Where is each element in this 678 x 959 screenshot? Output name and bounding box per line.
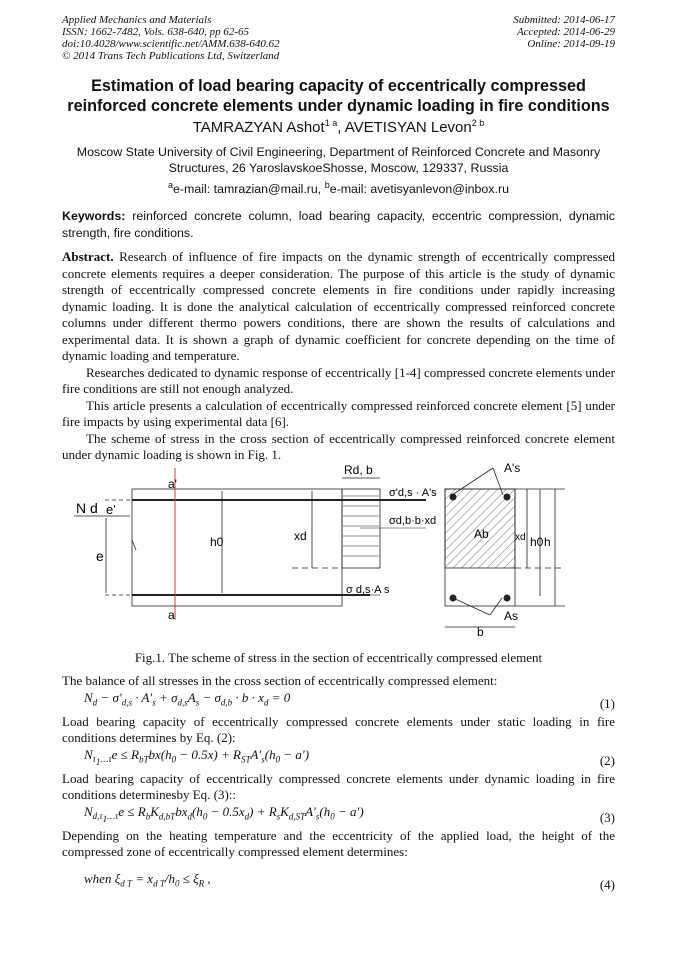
title-line: reinforced concrete elements under dynamic loading in fire conditions xyxy=(67,97,610,115)
doi: doi:10.4028/www.scientific.net/AMM.638-640.62 xyxy=(62,38,280,50)
equation-body: $N_d - \sigma'_{d,s} \cdot A'_s + \sigma_{d,s}A_s - \sigma_{d,b} \cdot b \cdot x_d = 0$ xyxy=(84,689,291,708)
equation-number: (2) xyxy=(599,752,615,768)
equation-4 xyxy=(62,870,615,892)
figure-caption: Fig.1. The scheme of stress in the section of eccentrically compressed element xyxy=(134,650,543,665)
accepted-date: Accepted: 2014-06-29 xyxy=(516,26,615,38)
equation-number: (3) xyxy=(599,809,615,825)
affiliation-line: Moscow State University of Civil Engineering, Department of Reinforced Concrete and Masonry xyxy=(76,145,601,159)
author: TAMRAZYAN Ashot xyxy=(192,119,325,136)
fig-label-rdb: Rd, b xyxy=(344,463,373,477)
issn: ISSN: 1662-7482, Vols. 638-640, pp 62-65 xyxy=(62,26,249,38)
paragraph: Load bearing capacity of eccentrically compressed concrete elements under dynamic loading in fire conditions determinesby Eq. (3):: xyxy=(62,770,615,802)
submitted-date: Submitted: 2014-06-17 xyxy=(513,14,615,26)
paragraph: The scheme of stress in the cross section of eccentrically compressed reinforced concrete element under dynamic loading is shown in Fig. 1. xyxy=(62,430,615,462)
equation-body: $N_{d,\tau_1\dots\tau}e \le R_bK_{d,bT}bx_d(h_0 - 0.5x_d) + R_sK_{d,ST}A'_s(h_0 - a')$ xyxy=(84,803,364,824)
title-line: Estimation of load bearing capacity of eccentrically compressed xyxy=(91,77,586,95)
fig-label-h02: h0 xyxy=(530,535,544,549)
keywords-label: Keywords: xyxy=(62,209,126,223)
fig-label-e-prime: e' xyxy=(106,502,116,517)
abstract-text: Research of influence of fire impacts on the dynamic strength of eccentrically compressed concrete elements requires a deeper consideration. The purpose of this article is the study of dynamic strength of eccentrically compressed concrete elements in fire conditions under rapidly increasing dynamic loading. It is done the analytical calculation of eccentrically compressed reinforced concrete columns under different thermo powers conditions, there are shown the results of calculations and experimental data. It is shown a graph of dynamic coefficient for concrete depending on the time of dynamic loading and temperature. xyxy=(62,249,615,363)
equation-2 xyxy=(62,746,615,768)
abstract-label: Abstract. xyxy=(62,249,114,264)
email[interactable]: e-mail: tamrazian@mail.ru, xyxy=(173,182,325,197)
emails xyxy=(62,180,615,196)
affiliation-line: Structures, 26 YaroslavskoeShosse, Moscow, 129337, Russia xyxy=(168,161,509,175)
email-sup: b xyxy=(324,180,330,190)
paragraph: Load bearing capacity of eccentrically compressed concrete elements under static loading in fire conditions determines by Eq. (2): xyxy=(62,713,615,745)
fig-label-as-bot: As xyxy=(504,609,519,623)
paper-title xyxy=(62,76,615,116)
fig-label-h0: h0 xyxy=(210,535,224,549)
author: AVETISYAN Levon xyxy=(344,119,472,136)
fig-label-sigma-s-bot: σ d,s·A s xyxy=(346,584,390,596)
author-sup: 1 a xyxy=(324,118,338,128)
fig-label-a: a xyxy=(168,608,175,622)
equation-1 xyxy=(62,689,615,711)
equation-number: (4) xyxy=(599,876,615,892)
fig-label-xd: xd xyxy=(294,529,307,543)
fig-label-xd2: xd xyxy=(515,532,526,543)
abstract-section xyxy=(62,249,615,464)
online-date: Online: 2014-09-19 xyxy=(527,38,615,50)
email-sup: a xyxy=(168,180,174,190)
fig-label-as-top: A's xyxy=(504,461,521,475)
equation-number: (1) xyxy=(599,695,615,711)
paragraph: Depending on the heating temperature and the eccentricity of the applied load, the height of the compressed zone of eccentrically compressed element determines: xyxy=(62,827,615,859)
equations-section xyxy=(62,673,615,892)
paragraph: Researches dedicated to dynamic response of eccentrically [1-4] compressed concrete elements under fire conditions are still not enough analyzed. xyxy=(62,364,615,396)
separator: , xyxy=(337,119,345,136)
fig-label-a-prime: a' xyxy=(168,477,177,491)
fig-label-ab: Ab xyxy=(474,527,489,541)
equation-body: when $\xi_{d T} = x_{d T}/h_0 \le \xi_R$ , xyxy=(84,870,211,889)
equation-body: $N_{\tau_1\dots\tau}e \le R_{bT}bx(h_0 - 0.5x) + R_{ST}A'_s(h_0 - a')$ xyxy=(84,746,310,767)
keywords xyxy=(62,208,615,241)
fig-label-e: e xyxy=(96,548,104,564)
keywords-text: reinforced concrete column, load bearing capacity, eccentric compression, dynamic strength, fire conditions. xyxy=(62,209,615,240)
fig-label-sigma-b: σd,b·b·xd xyxy=(389,515,437,527)
affiliation xyxy=(62,144,615,176)
equation-3 xyxy=(62,803,615,825)
paragraph: The balance of all stresses in the cross section of eccentrically compressed element: xyxy=(62,673,498,688)
fig-label-h: h xyxy=(544,535,551,549)
copyright: © 2014 Trans Tech Publications Ltd, Switzerland xyxy=(62,50,280,62)
fig-label-sigma-s-top: σ'd,s · A's xyxy=(389,487,437,499)
author-sup: 2 b xyxy=(471,118,485,128)
email[interactable]: e-mail: avetisyanlevon@inbox.ru xyxy=(329,182,509,197)
authors xyxy=(62,118,615,136)
fig-label-b: b xyxy=(477,625,484,639)
journal-header xyxy=(62,14,615,62)
paragraph: This article presents a calculation of eccentrically compressed reinforced concrete element [5] under fire impacts by using experimental data [6]. xyxy=(62,397,615,429)
fig-label-nd: N d xyxy=(76,500,98,516)
figure-1 xyxy=(60,460,620,640)
journal-name: Applied Mechanics and Materials xyxy=(62,14,212,26)
